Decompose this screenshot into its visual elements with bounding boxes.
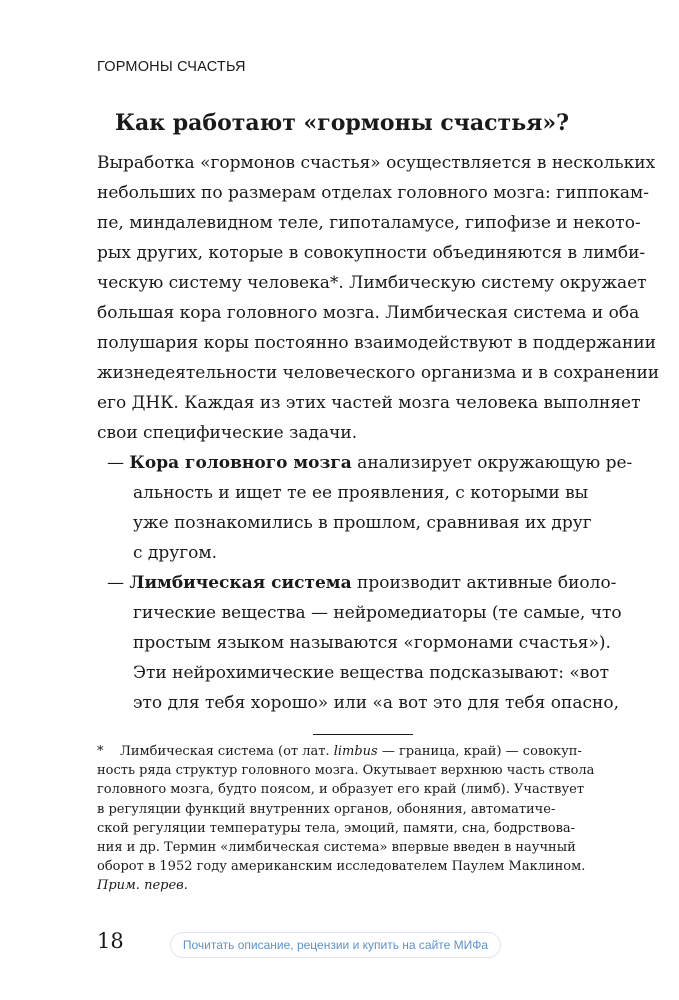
page-number: 18 [97,929,124,953]
list-line: уже познакомились в прошлом, сравнивая их друг [133,513,592,533]
list-line: альность и ищет те ее проявления, с которыми вы [133,483,589,503]
body-line: его ДНК. Каждая из этих частей мозга человека выполняет [97,393,641,413]
body-line: полушария коры постоянно взаимодействуют в поддержании [97,333,656,353]
body-line: свои специфические задачи. [97,423,358,443]
footnote-line: оборот в 1952 году американским исследователем Паулем Маклином. [97,859,586,875]
list-dash: — [107,573,124,593]
footnote-marker: * [97,744,104,759]
footnote-line: головного мозга, будто поясом, и образует его край (лимб). Участвует [97,782,585,798]
list-line: гические вещества — нейромедиаторы (те самые, что [133,603,622,623]
body-line: небольших по размерам отделах головного мозга: гиппокам- [97,183,649,203]
buy-book-link[interactable]: Почитать описание, рецензии и купить на сайте МИФа [170,932,501,958]
list-line: простым языком называются «гормонами счастья»). [133,633,611,653]
body-line: пе, миндалевидном теле, гипоталамусе, гипофизе и некото- [97,213,641,233]
body-line: рых других, которые в совокупности объединяются в лимби- [97,243,646,263]
body-text [97,148,660,718]
list-line: с другом. [133,543,218,563]
translator-note: Прим. перев. [97,878,188,894]
list-line: Эти нейрохимические вещества подсказывают: «вот [133,663,609,683]
footnote-line [97,876,617,895]
footnote-line: ния и др. Термин «лимбическая система» впервые введен в научный [97,839,576,855]
body-line: большая кора головного мозга. Лимбическая система и оба [97,303,640,323]
section-heading: Как работают «гормоны счастья»? [114,110,570,136]
bold-term: Кора головного мозга [129,453,352,473]
footnote [97,742,617,896]
body-line: Выработка «гормонов счастья» осуществляется в нескольких [97,153,656,173]
footnote-divider [313,734,413,735]
list-item-limbic: — Лимбическая система производит активные биоло- [107,573,617,593]
body-line: ческую систему человека*. Лимбическую систему окружает [97,273,647,293]
list-line: это для тебя хорошо» или «а вот это для тебя опасно, [133,693,619,713]
list-item-cortex: — Кора головного мозга анализирует окружающую ре- [107,453,633,473]
body-line: жизнедеятельности человеческого организма и в сохранении [97,363,660,383]
footnote-line: ской регуляции температуры тела, эмоций, памяти, сна, бодрствова- [97,820,576,836]
list-dash: — [107,453,124,473]
footnote-line: ность ряда структур головного мозга. Окутывает верхнюю часть ствола [97,763,595,779]
bold-term: Лимбическая система [129,573,352,593]
running-head: ГОРМОНЫ СЧАСТЬЯ [97,59,246,75]
footnote-line: в регуляции функций внутренних органов, обоняния, автоматиче- [97,801,556,817]
footnote-line: * Лимбическая система (от лат. limbus — граница, край) — совокуп- [97,744,582,759]
